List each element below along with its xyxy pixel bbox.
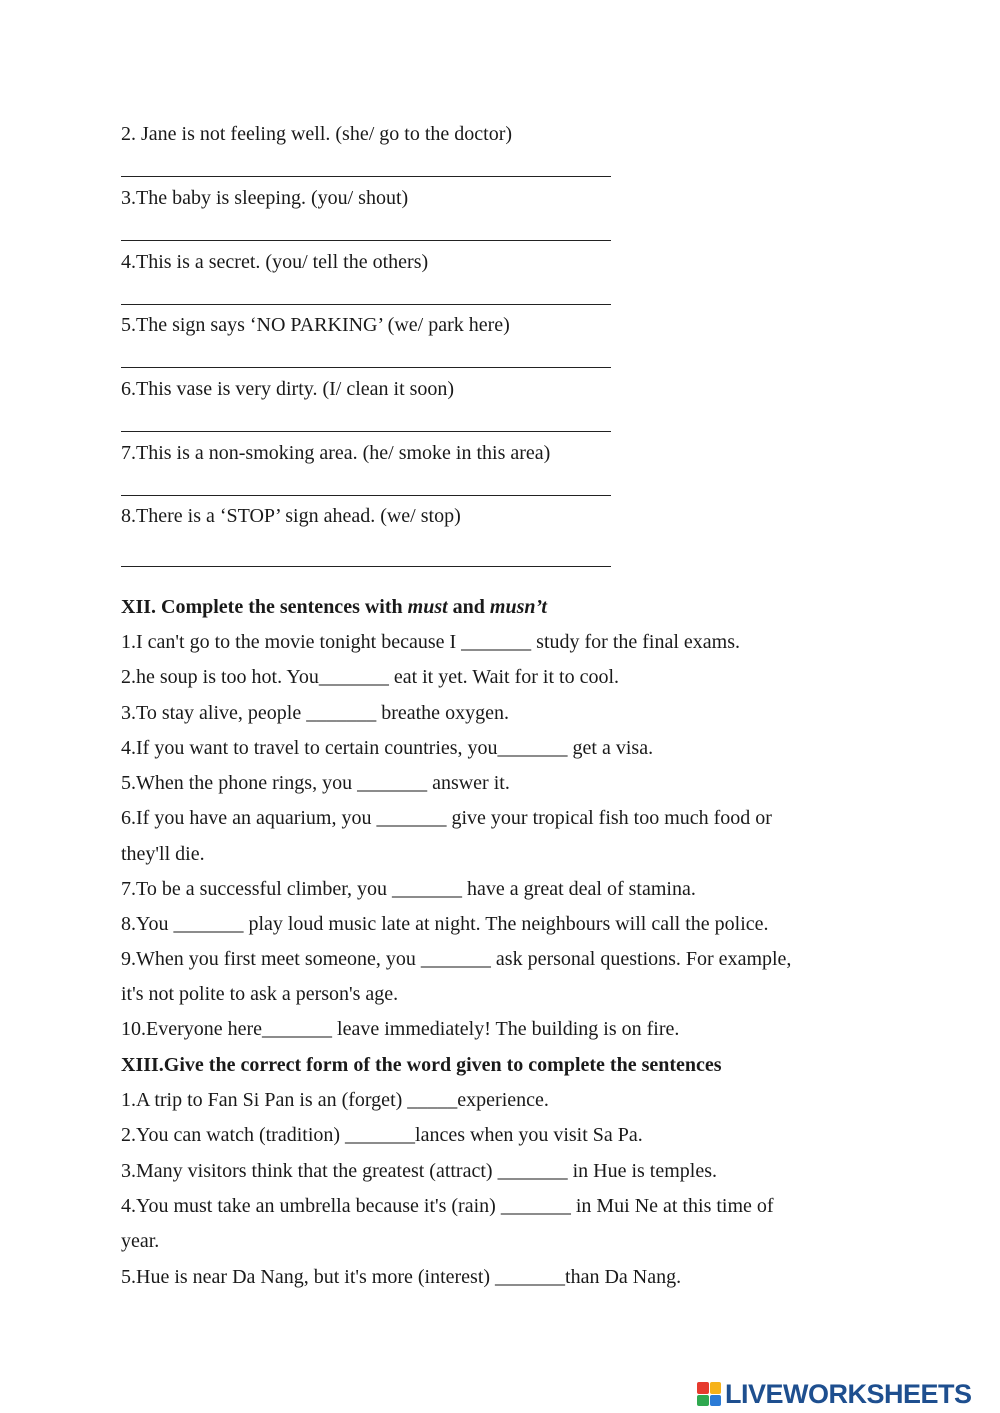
xi-item-4: 4.This is a secret. (you/ tell the others) <box>121 251 429 273</box>
xii-line-4: 4.If you want to travel to certain countries, you_______ get a visa. <box>121 737 654 759</box>
xii-heading <box>121 595 547 619</box>
logo-text: LIVEWORKSHEETS <box>725 1378 972 1409</box>
answer-line-8[interactable] <box>121 566 611 567</box>
xii-line-6-cont: they'll die. <box>121 843 205 865</box>
xiii-line-4-cont: year. <box>121 1230 160 1252</box>
xii-line-1: 1.I can't go to the movie tonight because I _______ study for the final exams. <box>121 631 741 653</box>
xii-heading-prefix: XII. Complete the sentences with <box>121 596 408 618</box>
xii-line-9-cont: it's not polite to ask a person's age. <box>121 983 399 1005</box>
logo-square-blue <box>710 1395 722 1407</box>
xii-line-2: 2.he soup is too hot. You_______ eat it yet. Wait for it to cool. <box>121 666 619 688</box>
logo-grid-icon <box>697 1382 721 1406</box>
xi-item-5: 5.The sign says ‘NO PARKING’ (we/ park here) <box>121 314 510 336</box>
xii-heading-and: and <box>447 596 490 618</box>
xii-line-9: 9.When you first meet someone, you _______ ask personal questions. For example, <box>121 948 792 970</box>
xiii-line-5: 5.Hue is near Da Nang, but it's more (interest) _______than Da Nang. <box>121 1266 682 1288</box>
xii-line-5: 5.When the phone rings, you _______ answer it. <box>121 772 510 794</box>
xii-heading-musnt: musn’t <box>489 596 547 618</box>
xi-item-7: 7.This is a non-smoking area. (he/ smoke in this area) <box>121 442 551 464</box>
xi-item-6: 6.This vase is very dirty. (I/ clean it soon) <box>121 378 455 400</box>
xiii-heading: XIII.Give the correct form of the word given to complete the sentences <box>121 1054 722 1076</box>
xii-line-6: 6.If you have an aquarium, you _______ give your tropical fish too much food or <box>121 807 772 829</box>
answer-line-7[interactable] <box>121 495 611 496</box>
answer-line-3[interactable] <box>121 240 611 241</box>
xiii-line-4: 4.You must take an umbrella because it's (rain) _______ in Mui Ne at this time of <box>121 1195 774 1217</box>
logo-square-yellow <box>710 1382 722 1394</box>
answer-line-2[interactable] <box>121 176 611 177</box>
answer-line-6[interactable] <box>121 431 611 432</box>
xii-line-3: 3.To stay alive, people _______ breathe oxygen. <box>121 702 509 724</box>
xii-heading-must: must <box>407 596 448 618</box>
xii-line-8: 8.You _______ play loud music late at night. The neighbours will call the police. <box>121 913 769 935</box>
xi-item-3: 3.The baby is sleeping. (you/ shout) <box>121 187 409 209</box>
xii-line-10: 10.Everyone here_______ leave immediately! The building is on fire. <box>121 1018 680 1040</box>
logo-square-green <box>697 1395 709 1407</box>
answer-line-5[interactable] <box>121 367 611 368</box>
xii-line-7: 7.To be a successful climber, you _______ have a great deal of stamina. <box>121 878 696 900</box>
answer-line-4[interactable] <box>121 304 611 305</box>
xiii-line-1: 1.A trip to Fan Si Pan is an (forget) _____experience. <box>121 1089 549 1111</box>
xiii-line-3: 3.Many visitors think that the greatest (attract) _______ in Hue is temples. <box>121 1160 717 1182</box>
xi-item-2: 2. Jane is not feeling well. (she/ go to the doctor) <box>121 123 513 145</box>
liveworksheets-logo[interactable] <box>697 1376 972 1412</box>
logo-square-red <box>697 1382 709 1394</box>
xi-item-8: 8.There is a ‘STOP’ sign ahead. (we/ stop) <box>121 505 461 527</box>
xiii-line-2: 2.You can watch (tradition) _______lances when you visit Sa Pa. <box>121 1124 643 1146</box>
